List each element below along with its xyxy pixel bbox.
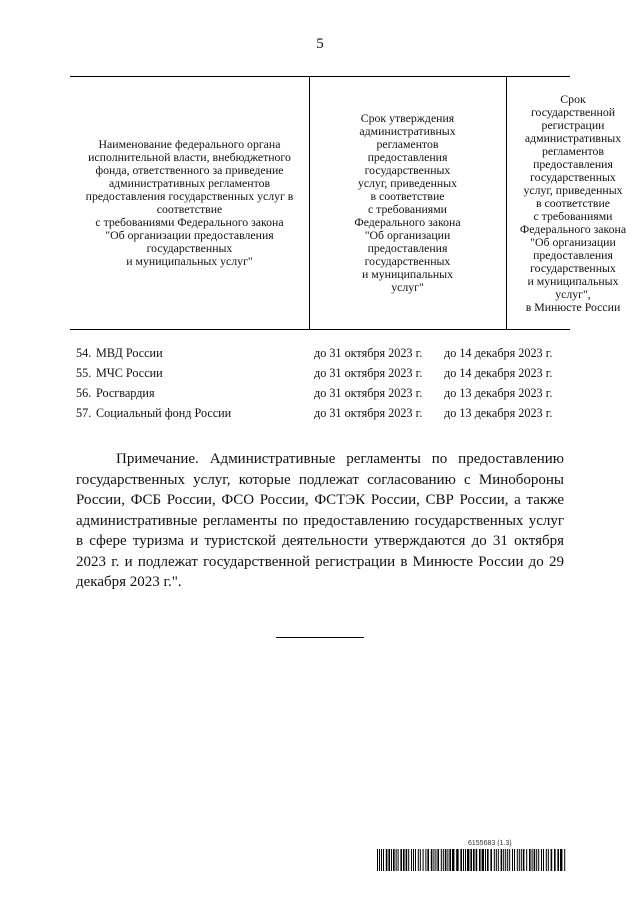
row-approval-deadline: до 31 октября 2023 г. [314,406,423,420]
header-line: соответствие [156,202,223,216]
header-line: Наименование федерального органа [98,137,281,151]
header-line: услуг, приведенных [357,176,458,190]
header-line: административных [359,124,456,138]
header-line: "Об организации [530,234,616,249]
row-organization: Социальный фонд России [96,406,232,420]
row-approval-deadline: до 31 октября 2023 г. [314,366,423,380]
header-line: услуг" [391,280,424,294]
header-line: с требованиями [367,202,447,216]
header-line: регламентов [542,143,604,158]
header-line: государственных [364,254,451,268]
row-organization: МВД России [96,346,163,360]
header-line: государственных [530,260,616,275]
row-number: 56. [76,386,92,400]
header-line: с требованиями Федерального закона [95,215,284,229]
header-line: и муниципальных услуг" [126,254,253,268]
header-line: предоставления [367,241,448,255]
header-line: государственных [364,163,451,177]
table-row [70,343,570,363]
header-line: услуг", [555,286,591,301]
header-line: Федерального закона [519,221,627,236]
header-line: Срок утверждения [360,111,455,125]
header-line: предоставления государственных услуг в [85,189,294,203]
header-line: предоставления [367,150,448,164]
page-number: 5 [316,36,324,52]
header-col-organization [70,77,309,329]
row-registration-deadline: до 14 декабря 2023 г. [444,346,553,360]
header-line: административных регламентов [108,176,271,190]
row-registration-deadline: до 13 декабря 2023 г. [444,386,553,400]
header-line: и муниципальных [527,273,619,288]
note-paragraph: Примечание. Административные регламенты по предоставлению государственных услуг, которые подлежат согласованию с Минобороны России, ФСБ России, ФСО России, ФСТЭК России, СВР России, а также административные регламенты по предоставлению государственных услуг в сфере туризма и туристской деятельности утверждаются до 31 октября 2023 г. и подлежат государственной регистрации в Минюсте России до 29 декабря 2023 г.". [76,451,564,590]
table-row [70,403,570,423]
header-line: в Минюсте России [525,299,621,314]
header-line: государственной [530,104,616,119]
header-line: регламентов [376,137,439,151]
header-col-approval-deadline [309,77,506,329]
document-code: 6155683 (1.3) [468,840,512,847]
row-organization: Росгвардия [96,386,155,400]
header-line: предоставления [533,247,613,262]
row-registration-deadline: до 13 декабря 2023 г. [444,406,553,420]
header-line: "Об организации [364,228,451,242]
header-line: государственных [530,169,616,184]
row-number: 55. [76,366,92,380]
header-line: исполнительной власти, внебюджетного [88,150,291,164]
table-row [70,383,570,403]
separator-line [276,637,364,638]
header-line: с требованиями [533,208,613,223]
header-line: Федерального закона [354,215,461,229]
table-header [70,76,627,330]
table-row [70,363,570,383]
header-col-registration-deadline [506,77,640,329]
header-line: регистрации [541,117,605,132]
row-approval-deadline: до 31 октября 2023 г. [314,346,423,360]
header-line: административных [524,130,622,145]
header-line: Срок [560,91,586,106]
header-line: в соответствие [535,195,611,210]
header-line: в соответствие [370,189,445,203]
row-number: 57. [76,406,92,420]
header-line: услуг, приведенных [523,182,623,197]
header-line: государственных [146,241,233,255]
barcode-image [377,849,566,871]
row-registration-deadline: до 14 декабря 2023 г. [444,366,553,380]
header-line: предоставления [533,156,613,171]
row-number: 54. [76,346,92,360]
row-organization: МЧС России [96,366,163,380]
header-line: фонда, ответственного за приведение [95,163,284,177]
table-body [70,343,570,423]
row-approval-deadline: до 31 октября 2023 г. [314,386,423,400]
header-line: "Об организации предоставления [105,228,274,242]
header-line: и муниципальных [362,267,453,281]
